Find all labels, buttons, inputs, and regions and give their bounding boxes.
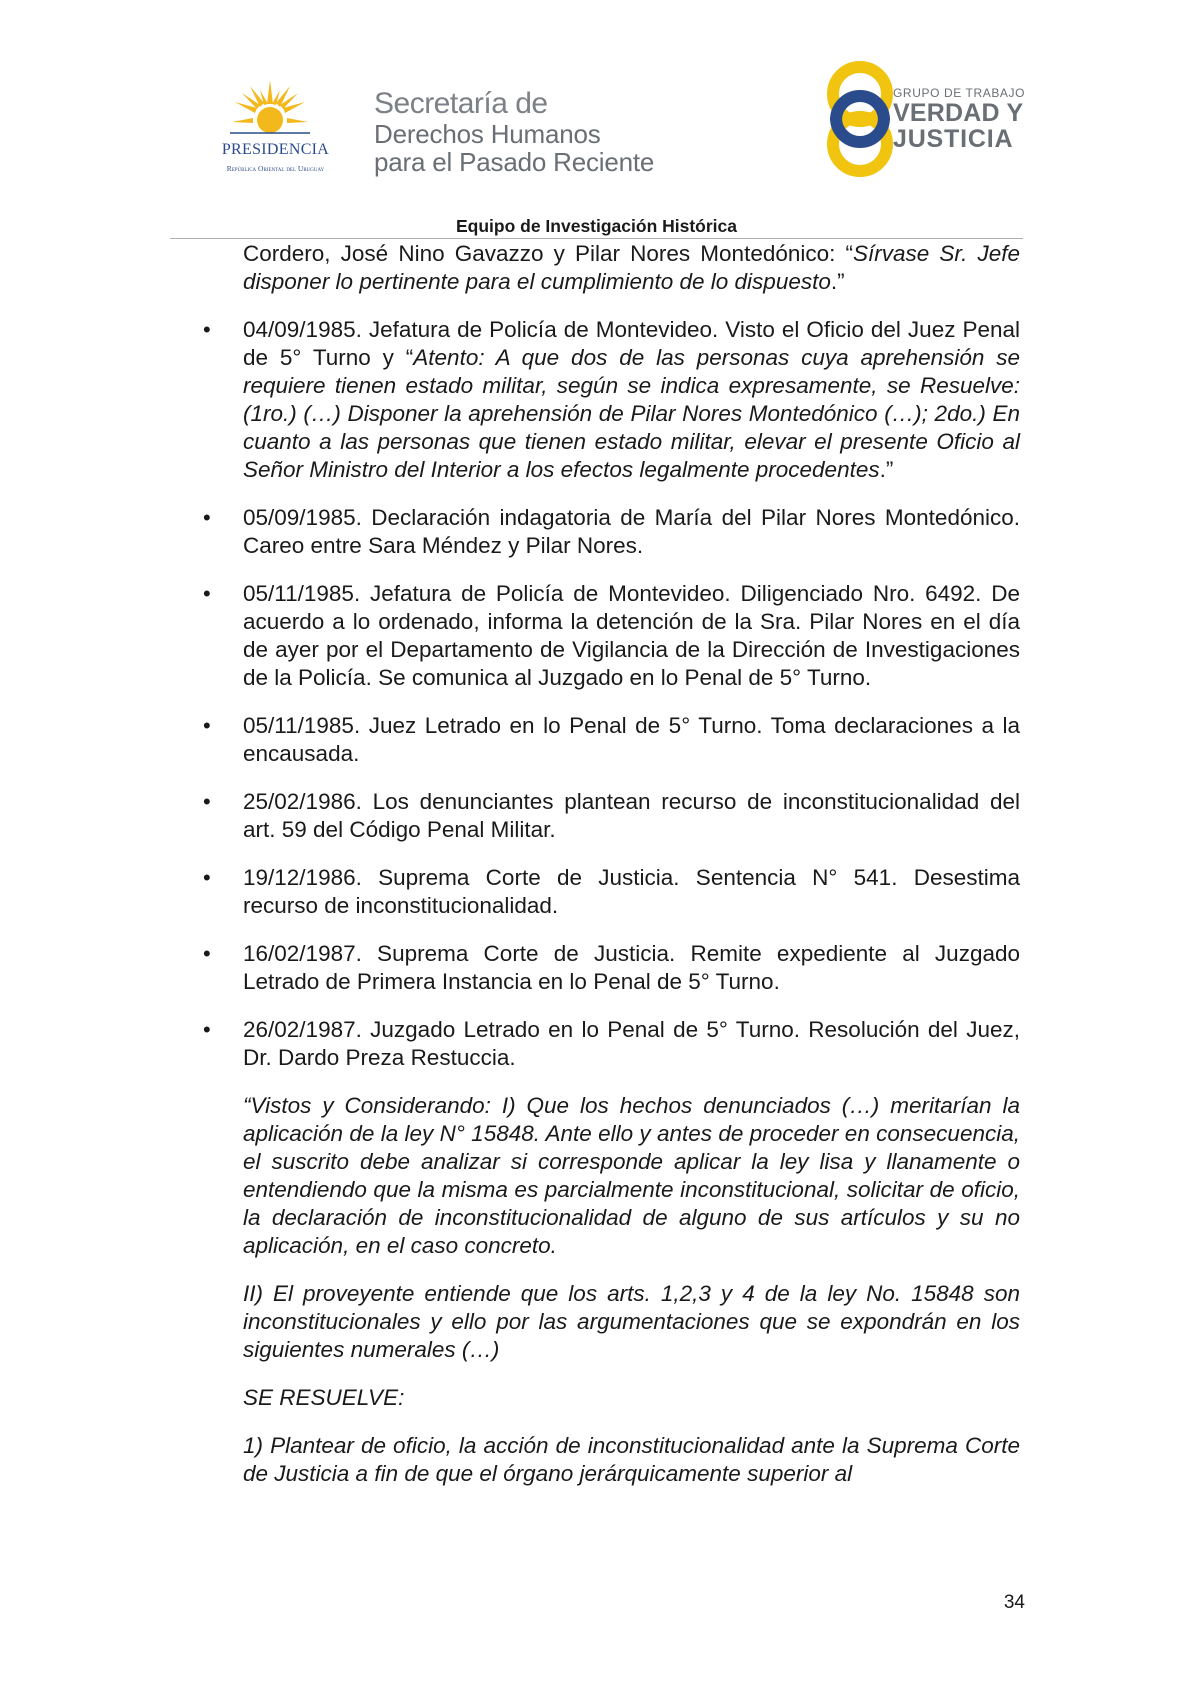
paragraph-continuation bbox=[243, 240, 1020, 296]
presidencia-logo bbox=[198, 78, 353, 178]
list-item bbox=[203, 1016, 1020, 1072]
sun-icon bbox=[230, 78, 310, 148]
list-item-text: 19/12/1986. Suprema Corte de Justicia. Sentencia N° 541. Desestima recurso de inconstitucionalidad. bbox=[243, 865, 1020, 918]
bullet-icon: • bbox=[203, 1017, 211, 1042]
italic-quote: “Vistos y Considerando: I) Que los hechos denunciados (…) meritarían la aplicación de la ley N° 15848. Ante ello y antes de proceder en consecuencia, el suscrito debe analizar si corresponde aplicar la ley lisa y llanamente o entendiendo que la misma es parcialmente inconstitucional, solicitar de oficio, la declaración de inconstitucionalidad de alguno de sus artículos y su no aplicación, en el caso concreto. bbox=[243, 1093, 1020, 1258]
list-item bbox=[203, 712, 1020, 768]
secretaria-line-3: para el Pasado Reciente bbox=[374, 147, 655, 177]
bullet-icon: • bbox=[203, 581, 211, 606]
text-run: .” bbox=[830, 269, 845, 294]
quote-paragraph bbox=[243, 1280, 1020, 1364]
list-item-text: 05/11/1985. Juez Letrado en lo Penal de 5° Turno. Toma declaraciones a la encausada. bbox=[243, 713, 1020, 766]
list-item bbox=[203, 580, 1020, 692]
list-item bbox=[203, 940, 1020, 996]
quote-paragraph bbox=[243, 1432, 1020, 1488]
bullet-icon: • bbox=[203, 789, 211, 814]
italic-quote: 1) Plantear de oficio, la acción de inconstitucionalidad ante la Suprema Corte de Justicia a fin de que el órgano jerárquicamente superior al bbox=[243, 1433, 1020, 1486]
quote-paragraph bbox=[243, 1092, 1020, 1260]
presidencia-subtitle: República Oriental del Uruguay bbox=[226, 164, 325, 173]
bullet-icon: • bbox=[203, 317, 211, 342]
bullet-icon: • bbox=[203, 941, 211, 966]
document-body bbox=[203, 240, 1020, 1508]
list-item-text: 16/02/1987. Suprema Corte de Justicia. Remite expediente al Juzgado Letrado de Primera Instancia en lo Penal de 5° Turno. bbox=[243, 941, 1020, 994]
list-item-text bbox=[243, 316, 1020, 484]
grupo-line-1: GRUPO DE TRABAJO bbox=[893, 86, 1026, 100]
list-item-text: 05/11/1985. Jefatura de Policía de Montevideo. Diligenciado Nro. 6492. De acuerdo a lo ordenado, informa la detención de la Sra. Pilar Nores en el día de ayer por el Departamento de Vigilancia de la Dirección de Investigaciones de la Policía. Se comunica al Juzgado en lo Penal de 5° Turno. bbox=[243, 581, 1020, 690]
list-item bbox=[203, 316, 1020, 484]
bullet-icon: • bbox=[203, 505, 211, 530]
grupo-line-3: JUSTICIA bbox=[893, 125, 1014, 153]
quote-paragraph bbox=[243, 1384, 1020, 1412]
page-header bbox=[0, 0, 1190, 250]
presidencia-name: PRESIDENCIA bbox=[221, 141, 330, 158]
list-item-text: 25/02/1986. Los denunciantes plantean recurso de inconstitucionalidad del art. 59 del Código Penal Militar. bbox=[243, 789, 1020, 842]
italic-quote: II) El proveyente entiende que los arts. 1,2,3 y 4 de la ley No. 15848 son inconstitucionales y ello por las argumentaciones que se expondrán en los siguientes numerales (…) bbox=[243, 1281, 1020, 1362]
italic-quote: SE RESUELVE: bbox=[243, 1385, 405, 1410]
grupo-trabajo-logo-icon bbox=[818, 58, 898, 180]
secretaria-line-1: Secretaría de bbox=[374, 87, 548, 120]
secretaria-logo-text bbox=[374, 88, 714, 176]
italic-quote: Sírvase Sr. Jefe disponer lo pertinente para el cumplimiento de lo dispuesto bbox=[243, 241, 1020, 294]
list-item bbox=[203, 864, 1020, 920]
text-run: .” bbox=[879, 457, 894, 482]
bullet-icon: • bbox=[203, 865, 211, 890]
team-title: Equipo de Investigación Histórica bbox=[455, 216, 738, 236]
grupo-line-2: VERDAD Y bbox=[893, 99, 1024, 127]
italic-quote: Atento: A que dos de las personas cuya aprehensión se requiere tienen estado militar, según se indica expresamente, se Resuelve: (1ro.) (…) Disponer la aprehensión de Pilar Nores Montedónico (…); 2do.) En cuanto a las personas que tienen estado militar, elevar el presente Oficio al Señor Ministro del Interior a los efectos legalmente procedentes bbox=[243, 345, 1020, 482]
list-item bbox=[203, 504, 1020, 560]
text-run: Cordero, José Nino Gavazzo y Pilar Nores Montedónico: “ bbox=[243, 241, 854, 266]
grupo-trabajo-logo-text bbox=[893, 86, 1053, 152]
bullet-icon: • bbox=[203, 713, 211, 738]
secretaria-line-2: Derechos Humanos bbox=[374, 119, 601, 149]
list-item bbox=[203, 788, 1020, 844]
list-item-text: 26/02/1987. Juzgado Letrado en lo Penal de 5° Turno. Resolución del Juez, Dr. Dardo Preza Restuccia. bbox=[243, 1017, 1020, 1070]
page-number: 34 bbox=[1003, 1592, 1025, 1613]
list-item-text: 05/09/1985. Declaración indagatoria de María del Pilar Nores Montedónico. Careo entre Sara Méndez y Pilar Nores. bbox=[243, 505, 1020, 558]
text-run: 04/09/1985. Jefatura de Policía de Montevideo. Visto el Oficio del Juez Penal de 5° Turno y “ bbox=[243, 317, 1020, 370]
header-divider bbox=[170, 238, 1023, 239]
